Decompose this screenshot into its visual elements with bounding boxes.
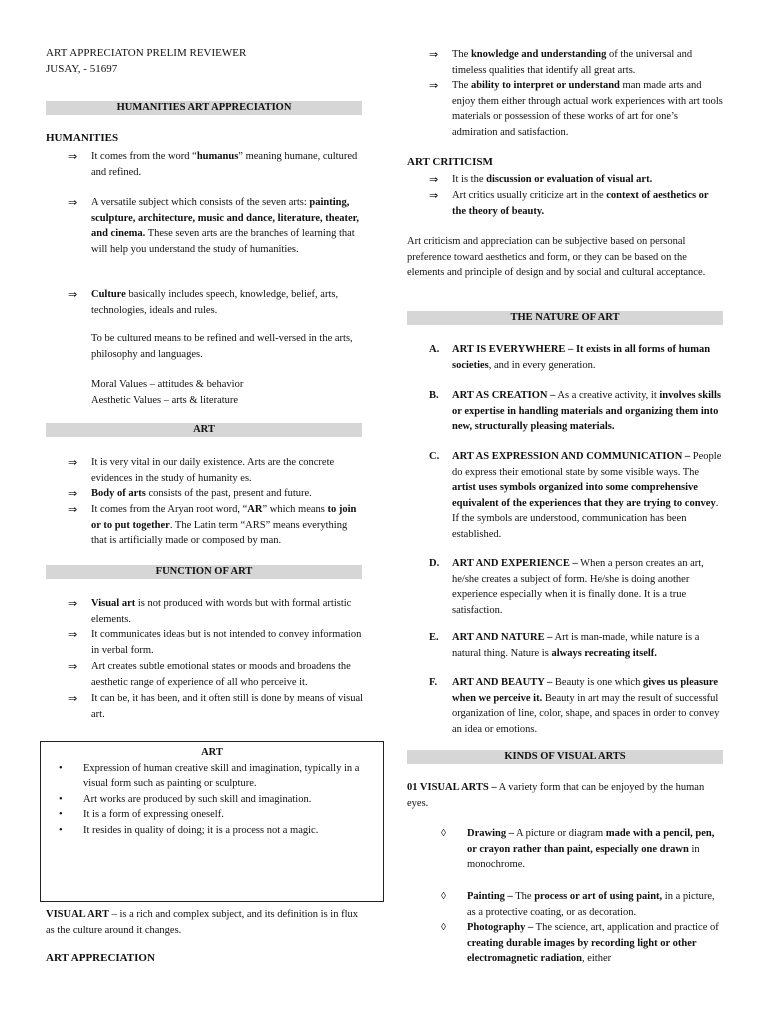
nature-item-f: F. ART AND BEAUTY – Beauty is one which gives us pleasure when we perceive it. Beauty in art may the result of successful organization of line, color, shape, and spaces in order to convey an idea or emotions. <box>429 677 720 735</box>
humanities-cultured-paragraph: To be cultured means to be refined and well-versed in the arts, philosophy and languages. <box>91 333 353 360</box>
art-box-item: • It is a form of expressing oneself. <box>83 807 383 823</box>
humanities-bullet-1: ⇒ It comes from the word “humanus” meaning humane, cultured and refined. <box>68 150 358 178</box>
section-bar-nature-of-art: THE NATURE OF ART <box>407 311 723 325</box>
art-bullet-1: ⇒ It is very vital in our daily existence. Arts are the concrete evidences in the study of humanity es. <box>68 456 335 484</box>
art-box-list <box>41 761 383 839</box>
diamond-icon: ◊ <box>441 891 446 902</box>
art-box-item: • Expression of human creative skill and imagination, typically in a visual form such as painting or sculpture. <box>59 762 360 789</box>
aesthetic-values-line: Aesthetic Values – arts & literature <box>91 395 239 406</box>
arrow-icon: ⇒ <box>68 692 78 705</box>
appreciation-bullet-1: ⇒ The knowledge and understanding of the universal and timeless qualities that identify all great arts. <box>429 48 693 76</box>
arrow-icon: ⇒ <box>68 628 78 641</box>
function-bullet-1: ⇒ Visual art is not produced with words but with formal artistic elements. <box>68 597 352 625</box>
kind-photography: ◊ Photography – The science, art, application and practice of creating durable images by recording light or other electromagnetic radiation, either <box>441 922 719 964</box>
appreciation-bullet-2: ⇒ The ability to interpret or understand man made arts and enjoy them either through actual work experiences with art tools materials or possession of these works of art for one’s admiration and satisfaction. <box>429 79 723 138</box>
bullet-icon: • <box>59 793 63 805</box>
heading-art-appreciation: ART APPRECIATION <box>46 952 155 964</box>
function-bullet-2: ⇒ It communicates ideas but is not intended to convey information in verbal form. <box>68 628 362 656</box>
nature-item-a: A. ART IS EVERYWHERE – It exists in all forms of human societies, and in every generation. <box>429 344 711 371</box>
arrow-icon: ⇒ <box>429 48 439 61</box>
art-bullet-2: ⇒ Body of arts consists of the past, present and future. <box>68 487 312 500</box>
section-bar-kinds-of-visual-arts: KINDS OF VISUAL ARTS <box>407 750 723 764</box>
arrow-icon: ⇒ <box>429 189 439 202</box>
arrow-icon: ⇒ <box>68 288 78 301</box>
header-author: JUSAY, - 51697 <box>46 63 118 75</box>
visual-arts-intro: 01 VISUAL ARTS – A variety form that can be enjoyed by the human eyes. <box>407 782 705 809</box>
diamond-icon: ◊ <box>441 828 446 839</box>
bullet-icon: • <box>59 824 63 836</box>
header-title: ART APPRECIATON PRELIM REVIEWER <box>46 47 247 59</box>
section-bar-art: ART <box>46 423 362 437</box>
visual-art-paragraph: VISUAL ART – is a rich and complex subject, and its definition is in flux as the culture around it changes. <box>46 909 358 936</box>
arrow-icon: ⇒ <box>429 173 439 186</box>
arrow-icon: ⇒ <box>68 503 78 516</box>
arrow-icon: ⇒ <box>68 487 78 500</box>
arrow-icon: ⇒ <box>68 150 78 163</box>
nature-item-d: D. ART AND EXPERIENCE – When a person creates an art, he/she creates a subject of form. He/she is doing another experience especially when it is finally done. It is a true satisfaction. <box>429 558 704 616</box>
nature-item-c: C. ART AS EXPRESSION AND COMMUNICATION – People do express their emotional state by some visible ways. The artist uses symbols organized into some comprehensive equivalent of the experiences that they are trying to convey. If the symbols are understood, communication has been established. <box>429 451 722 540</box>
art-bullet-3: ⇒ It comes from the Aryan root word, “AR” which means to join or to put together. The Latin term “ARS” means everything that is artificially made or composed by man. <box>68 503 357 546</box>
arrow-icon: ⇒ <box>68 660 78 673</box>
arrow-icon: ⇒ <box>68 597 78 610</box>
nature-item-e: E. ART AND NATURE – Art is man-made, while nature is a natural thing. Nature is always recreating itself. <box>429 632 700 659</box>
heading-art-criticism: ART CRITICISM <box>407 156 493 168</box>
nature-item-b: B. ART AS CREATION – As a creative activity, it involves skills or expertise in handling materials and organizing them into new, structurally pleasing materials. <box>429 390 721 432</box>
criticism-bullet-2: ⇒ Art critics usually criticize art in the context of aesthetics or the theory of beauty. <box>429 189 709 217</box>
bullet-icon: • <box>59 809 63 820</box>
section-bar-function-of-art: FUNCTION OF ART <box>46 565 362 579</box>
section-bar-humanities-art-appreciation: HUMANITIES ART APPRECIATION <box>46 101 362 115</box>
diamond-icon: ◊ <box>441 922 446 933</box>
kind-drawing: ◊ Drawing – A picture or diagram made with a pencil, pen, or crayon rather than paint, especially one drawn in monochrome. <box>441 828 715 870</box>
arrow-icon: ⇒ <box>429 79 439 92</box>
art-box-item: • It resides in quality of doing; it is a process not a magic. <box>83 823 383 839</box>
criticism-bullet-1: ⇒ It is the discussion or evaluation of visual art. <box>429 173 653 186</box>
criticism-paragraph: Art criticism and appreciation can be subjective based on personal preference toward aesthetics and form, or they can be based on the elements and principle of design and by social and cultural acceptance. <box>407 236 706 278</box>
arrow-icon: ⇒ <box>68 196 78 209</box>
humanities-bullet-3: ⇒ Culture basically includes speech, knowledge, belief, arts, technologies, ideals and rules. <box>68 288 339 316</box>
art-box-title: ART <box>201 747 223 758</box>
heading-humanities: HUMANITIES <box>46 132 119 144</box>
art-definition-box <box>40 741 384 902</box>
art-box-item: • Art works are produced by such skill and imagination. <box>83 792 383 808</box>
document-header <box>46 45 246 77</box>
arrow-icon: ⇒ <box>68 456 78 469</box>
function-bullet-4: ⇒ It can be, it has been, and it often still is done by means of visual art. <box>68 692 364 720</box>
bullet-icon: • <box>59 762 63 774</box>
kind-painting: ◊ Painting – The process or art of using paint, in a picture, as a protective coating, or as decoration. <box>441 891 715 918</box>
function-bullet-3: ⇒ Art creates subtle emotional states or moods and broadens the aesthetic range of experience of all who perceive it. <box>68 660 351 688</box>
humanities-bullet-2: ⇒ A versatile subject which consists of the seven arts: painting, sculpture, architecture, music and dance, literature, theater, and cinema. These seven arts are the branches of learning that will help you understand the study of humanities. <box>68 196 360 255</box>
moral-values-line: Moral Values – attitudes & behavior <box>91 379 244 390</box>
